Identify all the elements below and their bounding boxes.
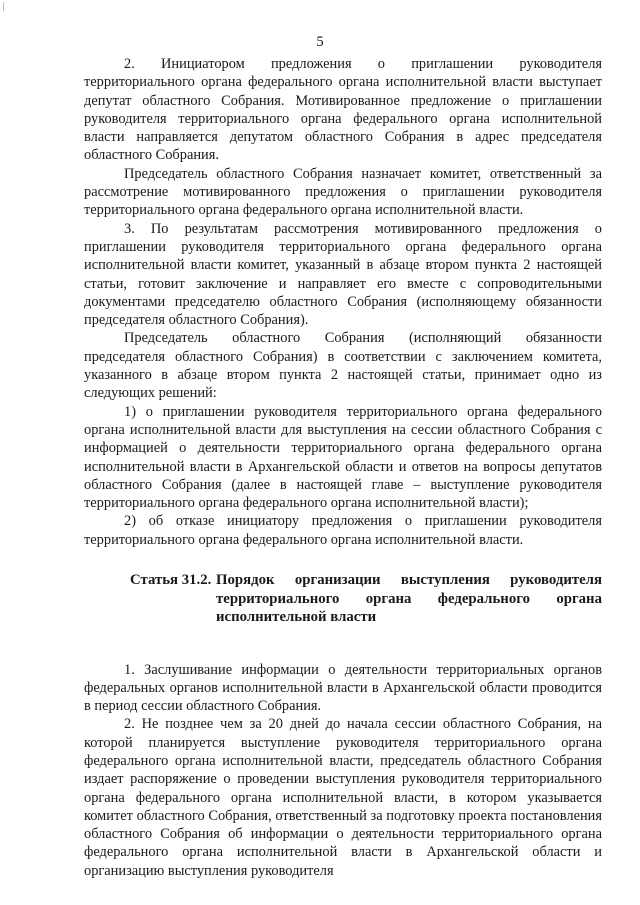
paragraph-item-2: 2. Инициатором предложения о приглашении руководителя территориального органа федерального органа исполнительной власти выступает депутат областного Собрания. Мотивированное предложение о приглашении руководителя территориального органа федерального органа исполнительной власти направляется депутатом областного Собрания в адрес председателя областного Собрания. xyxy=(84,56,602,164)
article-heading xyxy=(84,571,602,627)
paragraph-decision-option-2: 2) об отказе инициатору предложения о приглашении руководителя территориального органа федерального органа исполнительной власти. xyxy=(84,513,602,548)
paragraph-decision-option-1: 1) о приглашении руководителя территориального органа федерального органа исполнительной власти для выступления на сессии областного Собрания с информацией о деятельности территориального органа федерального органа исполнительной власти в Архангельской области и ответов на вопросы депутатов областного Собрания (далее в настоящей главе – выступление руководителя территориального органа федерального органа исполнительной власти); xyxy=(84,403,602,512)
page-number: 5 xyxy=(316,34,324,50)
paragraph-article-item-2: 2. Не позднее чем за 20 дней до начала сессии областного Собрания, на которой планируется выступление руководителя территориального органа федерального органа исполнительной власти, председатель областного Собрания издает распоряжение о проведении выступления руководителя территориального органа федерального органа исполнительной власти, в котором указывается комитет областного Собрания, ответственный за подготовку проекта постановления областного Собрания об информации о деятельности территориального органа федерального органа исполнительной власти в Архангельской области и организацию выступления руководителя xyxy=(84,716,602,879)
scan-artifact xyxy=(3,2,10,11)
paragraph-chair-decision: Председатель областного Собрания (исполняющий обязанности председателя областного Собрания) в соответствии с заключением комитета, указанного в абзаце втором пункта 2 настоящей статьи, принимает одно из следующих решений: xyxy=(84,330,602,402)
document-body xyxy=(84,55,602,880)
article-number: Статья 31.2. xyxy=(130,572,212,589)
article-title: Порядок организации выступления руководителя территориального органа федерального органа исполнительной власти xyxy=(216,572,602,626)
paragraph-item-3: 3. По результатам рассмотрения мотивированного предложения о приглашении руководителя территориального органа федерального органа исполнительной власти комитет, указанный в абзаце втором пункта 2 настоящей статьи, готовит заключение и направляет его вместе с сопроводительными документами председателю областного Собрания (исполняющему обязанности председателя областного Собрания). xyxy=(84,220,602,329)
paragraph-article-item-1: 1. Заслушивание информации о деятельности территориальных органов федеральных органов исполнительной власти в Архангельской области проводится в период сессии областного Собрания. xyxy=(84,661,602,715)
paragraph-committee-assignment: Председатель областного Собрания назначает комитет, ответственный за рассмотрение мотивированного предложения о приглашении руководителя территориального органа федерального органа исполнительной власти. xyxy=(84,165,602,219)
